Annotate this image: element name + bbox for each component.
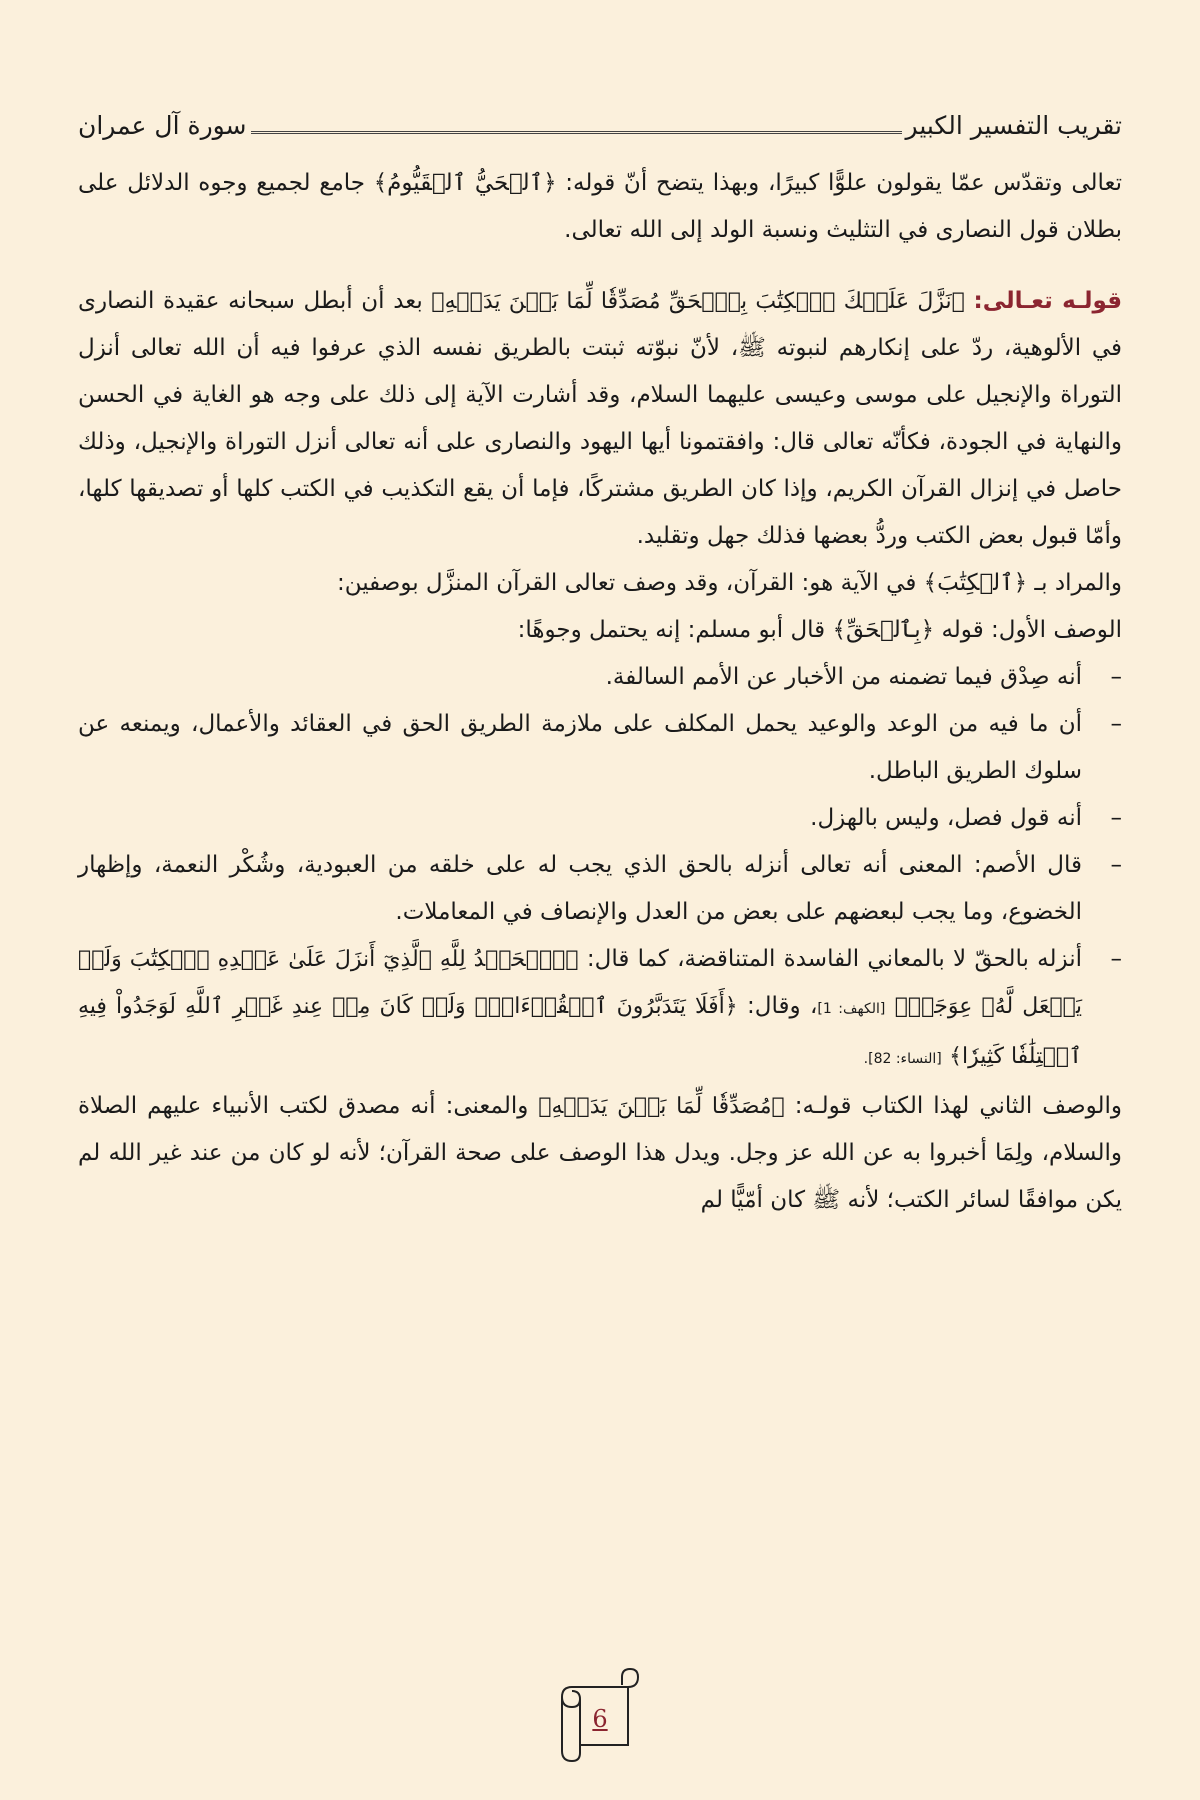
header-rule bbox=[251, 131, 902, 134]
body-text bbox=[78, 160, 1122, 1224]
list-item: – أنزله بالحقّ لا بالمعاني الفاسدة المتناقضة، كما قال: ﴿ٱلۡحَمۡدُ لِلَّهِ ٱلَّذِيٓ أَنزَلَ عَلَىٰ عَبۡدِهِ ٱلۡكِتَٰبَ وَلَمۡ يَجۡعَل لَّهُۥ عِوَجَاۜ﴾ [الكهف: 1]، وقال: ﴿أَفَلَا يَتَدَبَّرُونَ ٱلۡقُرۡءَانَۚ وَلَوۡ كَانَ مِنۡ عِندِ غَيۡرِ ٱللَّهِ لَوَجَدُواْ فِيهِ ٱخۡتِلَٰفٗا كَثِيرٗا﴾ [النساء: 82]. bbox=[78, 936, 1122, 1083]
dash-bullet-icon: – bbox=[1110, 946, 1122, 972]
page-number: 6 bbox=[592, 1705, 608, 1733]
quran-verse: ﴿مُصَدِّقٗا لِّمَا بَيۡنَ يَدَيۡهِ﴾ bbox=[538, 1094, 785, 1119]
paragraph-second-description: والوصف الثاني لهذا الكتاب قولـه: ﴿مُصَدِّقٗا لِّمَا بَيۡنَ يَدَيۡهِ﴾ والمعنى: أنه مصدق لكتب الأنبياء عليهم الصلاة والسلام، ولِمَا أخبروا به عن الله عز وجل. ويدل هذا الوصف على صحة القرآن؛ لأنه لو كان من عند غير الله لم يكن موافقًا لسائر الكتب؛ لأنه ﷺ كان أمّيًّا لم bbox=[78, 1093, 1122, 1213]
verse-lead-heading: قولـه تعـالى: bbox=[973, 288, 1123, 314]
book-title: تقريب التفسير الكبير bbox=[905, 111, 1122, 140]
surah-title: سورة آل عمران bbox=[78, 111, 247, 140]
quran-verse: ﴿أَفَلَا يَتَدَبَّرُونَ ٱلۡقُرۡءَانَۚ وَلَوۡ كَانَ مِنۡ عِندِ غَيۡرِ ٱللَّهِ لَوَجَدُواْ فِيهِ ٱخۡتِلَٰفٗا كَثِيرٗا﴾ bbox=[78, 994, 1082, 1069]
paragraph-first-description: الوصف الأول: قوله ﴿بِٱلۡحَقِّ﴾ قال أبو مسلم: إنه يحتمل وجوهًا: bbox=[517, 617, 1122, 643]
verse-reference: [النساء: 82]. bbox=[863, 1051, 942, 1067]
verse-reference: [الكهف: 1] bbox=[817, 1001, 886, 1017]
quran-verse: ﴿ٱلۡحَمۡدُ لِلَّهِ ٱلَّذِيٓ أَنزَلَ عَلَىٰ عَبۡدِهِ ٱلۡكِتَٰبَ وَلَمۡ يَجۡعَل لَّهُۥ عِوَجَاۜ﴾ bbox=[78, 947, 1082, 1019]
dash-bullet-icon: – bbox=[1110, 664, 1122, 690]
page-number-badge bbox=[550, 1665, 650, 1765]
list-item: – أنه قول فصل، وليس بالهزل. bbox=[78, 795, 1122, 842]
dash-bullet-icon: – bbox=[1110, 805, 1122, 831]
paragraph-verse-commentary: قولـه تعـالى: ﴿نَزَّلَ عَلَيۡكَ ٱلۡكِتَٰبَ بِٱلۡحَقِّ مُصَدِّقٗا لِّمَا بَيۡنَ يَدَيۡهِ﴾ بعد أن أبطل سبحانه عقيدة النصارى في الألوهية، ردّ على إنكارهم لنبوته ﷺ، لأنّ نبوّته ثبتت بالطريق نفسه الذي عرفوا فيه أن الله تعالى أنزل التوراة والإنجيل على موسى وعيسى عليهما السلام، وقد أشارت الآية إلى ذلك على وجه هو الغاية في الحسن والنهاية في الجودة، فكأنّه تعالى قال: وافقتمونا أيها اليهود والنصارى على أنه تعالى أنزل التوراة والإنجيل، وذلك حاصل في إنزال القرآن الكريم، وإذا كان الطريق مشتركًا، فإما أن يقع التكذيب في الكتب كلها أو تصديقها كلها، وأمّا قبول بعض الكتب وردُّ بعضها فذلك جهل وتقليد. bbox=[78, 288, 1123, 549]
dash-bullet-icon: – bbox=[1110, 711, 1122, 737]
list-item: – قال الأصم: المعنى أنه تعالى أنزله بالحق الذي يجب له على خلقه من العبودية، وشُكْر النعمة، وإظهار الخضوع، وما يجب لبعضهم على بعض من العدل والإنصاف في المعاملات. bbox=[78, 842, 1122, 936]
book-page bbox=[78, 0, 1122, 1800]
paragraph-meaning: والمراد بـ ﴿ٱلۡكِتَٰبَ﴾ في الآية هو: القرآن، وقد وصف تعالى القرآن المنزَّل بوصفين: bbox=[336, 570, 1122, 596]
dash-bullet-icon: – bbox=[1110, 852, 1122, 878]
list-item: – أن ما فيه من الوعد والوعيد يحمل المكلف على ملازمة الطريق الحق في العقائد والأعمال، ويمنعه عن سلوك الطريق الباطل. bbox=[78, 701, 1122, 795]
list-item: – أنه صِدْق فيما تضمنه من الأخبار عن الأمم السالفة. bbox=[78, 654, 1122, 701]
running-header bbox=[78, 100, 1122, 140]
quran-verse: ﴿نَزَّلَ عَلَيۡكَ ٱلۡكِتَٰبَ بِٱلۡحَقِّ مُصَدِّقٗا لِّمَا بَيۡنَ يَدَيۡهِ﴾ bbox=[431, 289, 965, 314]
paragraph-intro: تعالى وتقدّس عمّا يقولون علوًّا كبيرًا، وبهذا يتضح أنّ قوله: ﴿ٱلۡحَيُّ ٱلۡقَيُّومُ﴾ جامع لجميع وجوه الدلائل على بطلان قول النصارى في التثليث ونسبة الولد إلى الله تعالى. bbox=[78, 170, 1122, 243]
